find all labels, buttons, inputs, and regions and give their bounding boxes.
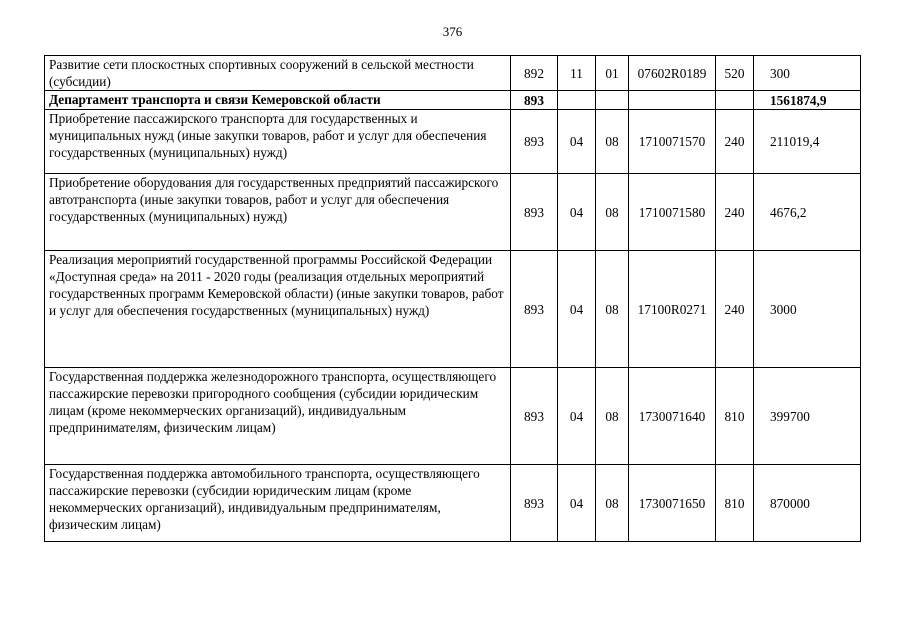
- row-section-code: 04: [558, 465, 596, 542]
- row-expense-type-code: 520: [716, 56, 754, 91]
- row-sum: 211019,4: [754, 110, 861, 174]
- table-row: [45, 251, 861, 368]
- row-expense-type-code: 240: [716, 110, 754, 174]
- row-section-code: 04: [558, 251, 596, 368]
- row-description: Приобретение оборудования для государственных предприятий пассажирского автотранспорта (иные закупки товаров, работ и услуг для обеспечения государственных (муниципальных) нужд): [45, 174, 511, 251]
- row-sum: 1561874,9: [754, 91, 861, 110]
- row-target-article-code: [629, 91, 716, 110]
- row-sum: 870000: [754, 465, 861, 542]
- row-description: Развитие сети плоскостных спортивных сооружений в сельской местности (субсидии): [45, 56, 511, 91]
- row-description: Государственная поддержка автомобильного транспорта, осуществляющего пассажирские перевозки (субсидии юридическим лицам (кроме некоммерческих организаций), индивидуальным предпринимателям, физическим лицам): [45, 465, 511, 542]
- row-expense-type-code: 810: [716, 368, 754, 465]
- table-row-department: [45, 91, 861, 110]
- row-expense-type-code: 240: [716, 251, 754, 368]
- row-grbs-code: 893: [511, 174, 558, 251]
- row-target-article-code: 1710071580: [629, 174, 716, 251]
- table-row: [45, 368, 861, 465]
- row-description: Департамент транспорта и связи Кемеровской области: [45, 91, 511, 110]
- row-section-code: 04: [558, 174, 596, 251]
- row-target-article-code: 1730071640: [629, 368, 716, 465]
- row-subsection-code: [596, 91, 629, 110]
- row-grbs-code: 893: [511, 91, 558, 110]
- row-sum: 399700: [754, 368, 861, 465]
- row-grbs-code: 893: [511, 251, 558, 368]
- row-subsection-code: 08: [596, 110, 629, 174]
- row-target-article-code: 1730071650: [629, 465, 716, 542]
- row-grbs-code: 893: [511, 368, 558, 465]
- row-subsection-code: 01: [596, 56, 629, 91]
- table-row: [45, 110, 861, 174]
- row-description: Государственная поддержка железнодорожного транспорта, осуществляющего пассажирские перевозки пригородного сообщения (субсидии юридическим лицам (кроме некоммерческих организаций), индивидуальным предпринимателям, физическим лицам): [45, 368, 511, 465]
- page-number: 376: [442, 24, 463, 39]
- row-section-code: 04: [558, 368, 596, 465]
- row-description: Приобретение пассажирского транспорта для государственных и муниципальных нужд (иные закупки товаров, работ и услуг для обеспечения государственных (муниципальных) нужд): [45, 110, 511, 174]
- row-grbs-code: 892: [511, 56, 558, 91]
- row-subsection-code: 08: [596, 465, 629, 542]
- table-row: [45, 174, 861, 251]
- budget-table: [44, 55, 861, 542]
- table-row: [45, 465, 861, 542]
- row-grbs-code: 893: [511, 465, 558, 542]
- row-subsection-code: 08: [596, 174, 629, 251]
- row-subsection-code: 08: [596, 251, 629, 368]
- row-expense-type-code: 240: [716, 174, 754, 251]
- row-sum: 4676,2: [754, 174, 861, 251]
- row-subsection-code: 08: [596, 368, 629, 465]
- row-expense-type-code: [716, 91, 754, 110]
- row-sum: 3000: [754, 251, 861, 368]
- row-section-code: 04: [558, 110, 596, 174]
- table-row: [45, 56, 861, 91]
- row-description: Реализация мероприятий государственной программы Российской Федерации «Доступная среда» на 2011 - 2020 годы (реализация отдельных мероприятий государственных программ Кемеровской области) (иные закупки товаров, работ и услуг для обеспечения государственных (муниципальных) нужд): [45, 251, 511, 368]
- row-expense-type-code: 810: [716, 465, 754, 542]
- row-target-article-code: 17100R0271: [629, 251, 716, 368]
- row-sum: 300: [754, 56, 861, 91]
- row-section-code: 11: [558, 56, 596, 91]
- row-target-article-code: 07602R0189: [629, 56, 716, 91]
- row-grbs-code: 893: [511, 110, 558, 174]
- row-target-article-code: 1710071570: [629, 110, 716, 174]
- row-section-code: [558, 91, 596, 110]
